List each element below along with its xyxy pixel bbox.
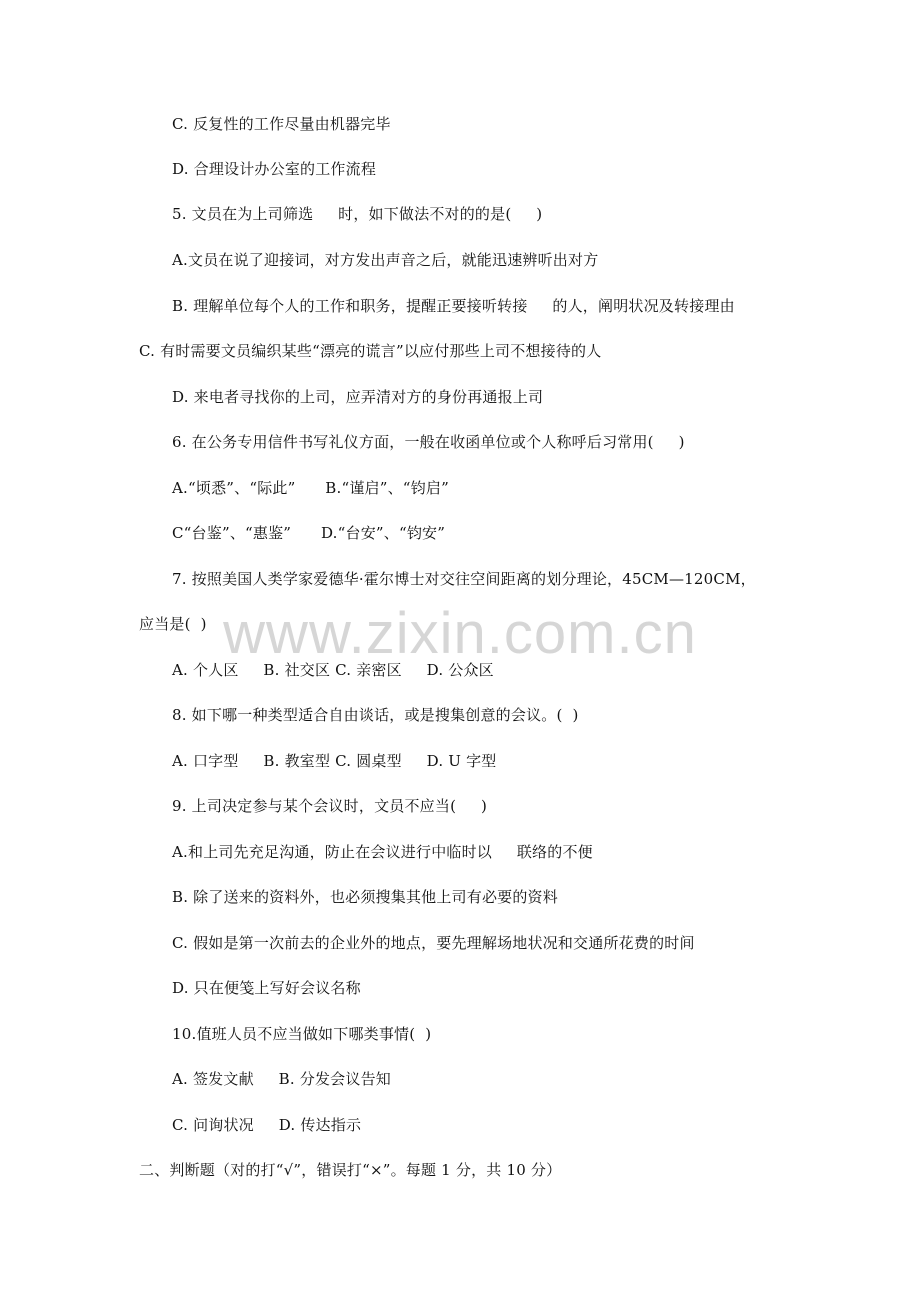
question-7-continued: 应当是( ) (139, 615, 207, 633)
option-b-q9: B. 除了送来的资料外，也必须搜集其他上司有必要的资料 (172, 888, 558, 906)
question-6: 6. 在公务专用信件书写礼仪方面，一般在收函单位或个人称呼后习常用( ) (172, 433, 685, 451)
option-c-q9: C. 假如是第一次前去的企业外的地点，要先理解场地状况和交通所花费的时间 (172, 934, 695, 952)
question-5: 5. 文员在为上司筛选 时，如下做法不对的的是( ) (172, 205, 543, 223)
option-c-q4: C. 反复性的工作尽量由机器完毕 (172, 115, 391, 133)
options-cd-q6: C“台鉴”、“惠鉴” D.“台安”、“钧安” (172, 524, 446, 542)
option-a-q9: A.和上司先充足沟通，防止在会议进行中临时以 联络的不便 (172, 843, 593, 861)
options-ab-q10: A. 签发文献 B. 分发会议告知 (172, 1070, 391, 1088)
options-q8: A. 口字型 B. 教室型 C. 圆桌型 D. U 字型 (172, 752, 497, 770)
option-d-q5: D. 来电者寻找你的上司，应弄清对方的身份再通报上司 (172, 388, 544, 406)
option-d-q4: D. 合理设计办公室的工作流程 (172, 160, 377, 178)
question-7: 7. 按照美国人类学家爱德华·霍尔博士对交往空间距离的划分理论，45CM—120CM， (172, 570, 756, 588)
options-ab-q6: A.“顷悉”、“际此” B.“谨启”、“钧启” (172, 479, 449, 497)
option-d-q9: D. 只在便笺上写好会议名称 (172, 979, 361, 997)
section-heading-judgment: 二、判断题（对的打“√”，错误打“×”。每题 1 分，共 10 分） (139, 1161, 562, 1179)
option-a-q5: A.文员在说了迎接词，对方发出声音之后，就能迅速辨听出对方 (172, 251, 599, 269)
question-9: 9. 上司决定参与某个会议时，文员不应当( ) (172, 797, 488, 815)
question-8: 8. 如下哪一种类型适合自由谈话，或是搜集创意的会议。( ) (172, 706, 579, 724)
watermark: www.zixin.com.cn (223, 601, 697, 666)
option-c-q5: C. 有时需要文员编织某些“漂亮的谎言”以应付那些上司不想接待的人 (139, 342, 602, 360)
option-b-q5: B. 理解单位每个人的工作和职务，提醒正要接听转接 的人，阐明状况及转接理由 (172, 297, 735, 315)
options-q7: A. 个人区 B. 社交区 C. 亲密区 D. 公众区 (172, 661, 494, 679)
options-cd-q10: C. 问询状况 D. 传达指示 (172, 1116, 362, 1134)
question-10: 10.值班人员不应当做如下哪类事情( ) (172, 1025, 432, 1043)
